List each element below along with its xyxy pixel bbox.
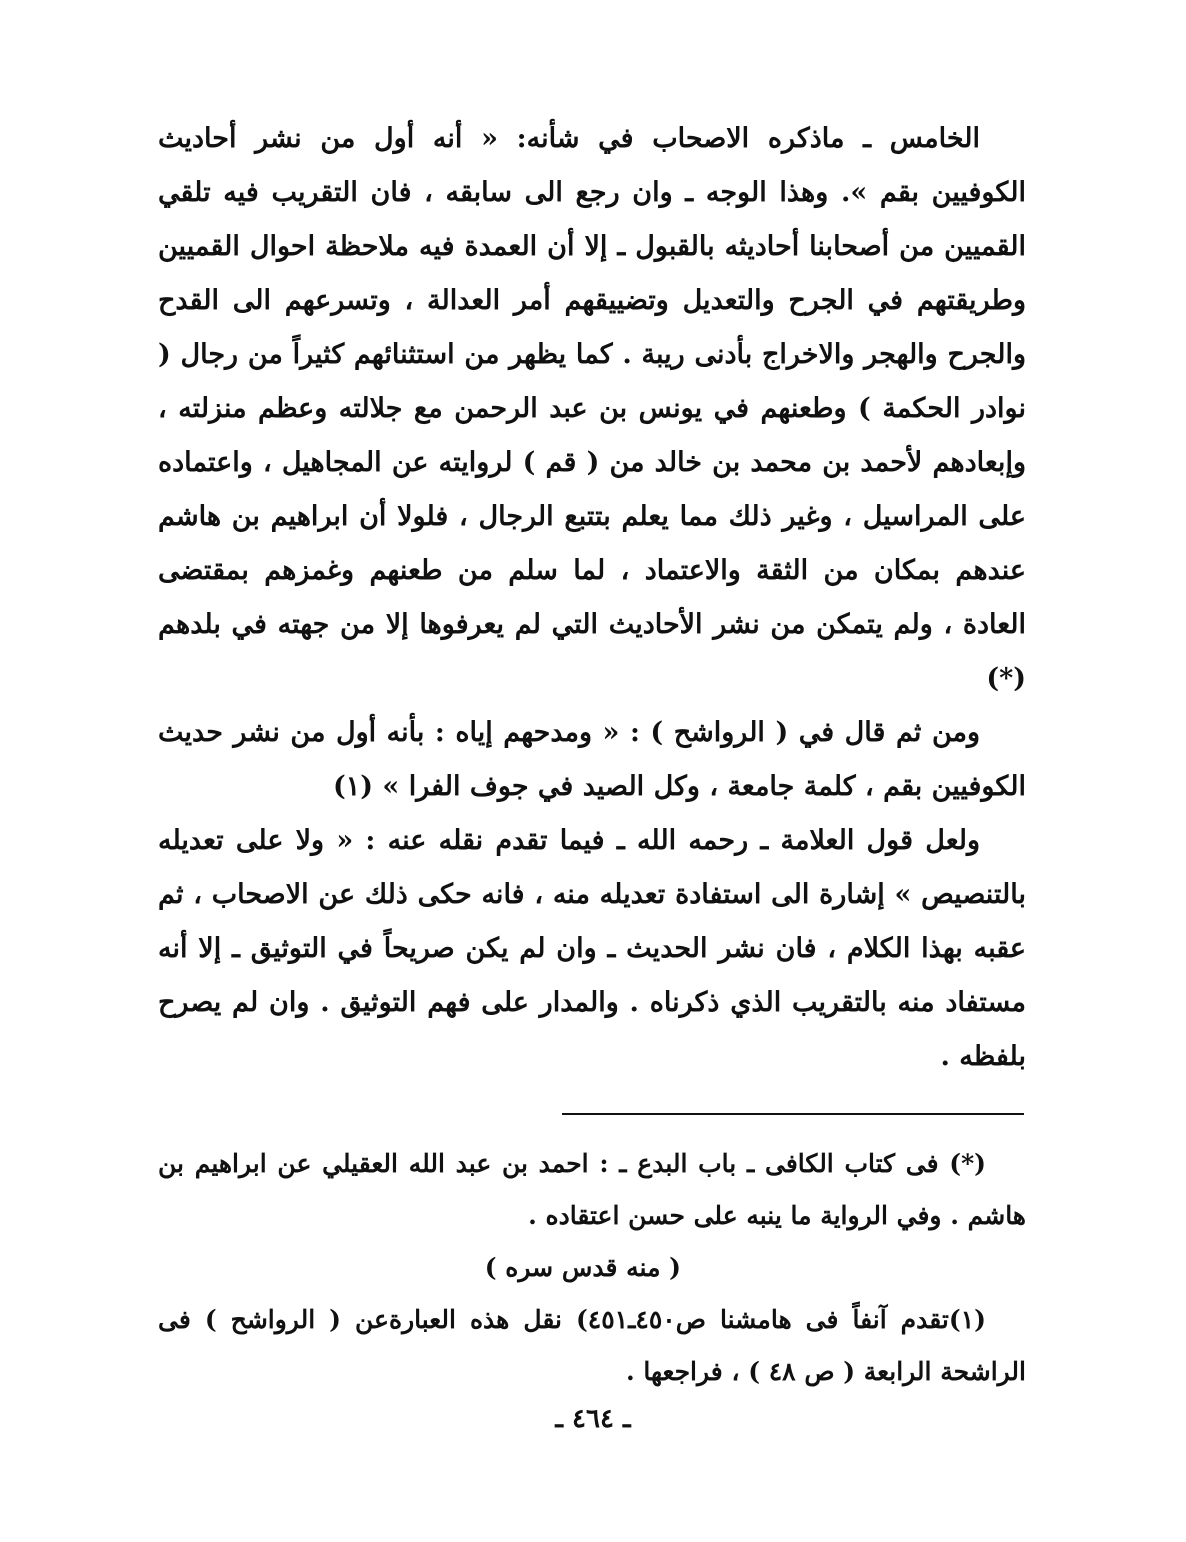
- paragraph-3: ولعل قول العلامة ـ رحمه الله ـ فيما تقدم نقله عنه : « ولا على تعديله بالتنصيص » إشارة الى استفادة تعديله منه ، فانه حكى ذلك عن الاصحاب ، ثم عقبه بهذا الكلام ، فان نشر الحديث ـ وان لم يكن صريحاً في التوثيق ـ إلا أنه مستفاد منه بالتقريب الذي ذكرناه . والمدار على فهم التوثيق . وان لم يصرح بلفظه .: [158, 825, 1026, 1072]
- footnote-star-signature: ( منه قدس سره ): [484, 1253, 681, 1282]
- footnote-1: (١)تقدم آنفاً فى هامشنا ص٤٥٠ـ٤٥١) نقل هذه العبارةعن ( الرواشح ) فى الراشحة الرابعة ( ص ٤٨ ) ، فراجعها .: [158, 1305, 1026, 1386]
- footnote-star: (*) فى كتاب الكافى ـ باب البدع ـ : احمد بن عبد الله العقيلي عن ابراهيم بن هاشم . وفي الرواية ما ينبه على حسن اعتقاده .: [158, 1149, 1026, 1230]
- paragraph-1: الخامس ـ ماذكره الاصحاب في شأنه: « أنه أول من نشر أحاديث الكوفيين بقم ». وهذا الوجه ـ وان رجع الى سابقه ، فان التقريب فيه تلقي القميين من أصحابنا أحاديثه بالقبول ـ إلا أن العمدة فيه ملاحظة احوال القميين وطريقتهم في الجرح والتعديل وتضييقهم أمر العدالة ، وتسرعهم الى القدح والجرح والهجر والاخراج بأدنى ريبة . كما يظهر من استثنائهم كثيراً من رجال ( نوادر الحكمة ) وطعنهم في يونس بن عبد الرحمن مع جلالته وعظم منزلته ، وإبعادهم لأحمد بن محمد بن خالد من ( قم ) لروايته عن المجاهيل ، واعتماده على المراسيل ، وغير ذلك مما يعلم بتتبع الرجال ، فلولا أن ابراهيم بن هاشم عندهم بمكان من الثقة والاعتماد ، لما سلم من طعنهم وغمزهم بمقتضى العادة ، ولم يتمكن من نشر الأحاديث التي لم يعرفوها إلا من جهته في بلدهم (*): [158, 123, 1026, 694]
- page-number: ـ ٤٦٤ ـ: [555, 1404, 631, 1434]
- footnote-separator: [562, 1113, 1024, 1115]
- main-text: [158, 112, 1026, 1084]
- paragraph-2: ومن ثم قال في ( الرواشح ) : « ومدحهم إياه : بأنه أول من نشر حديث الكوفيين بقم ، كلمة جامعة ، وكل الصيد في جوف الفرا » (١): [158, 717, 1026, 802]
- footnotes: [158, 1138, 1026, 1398]
